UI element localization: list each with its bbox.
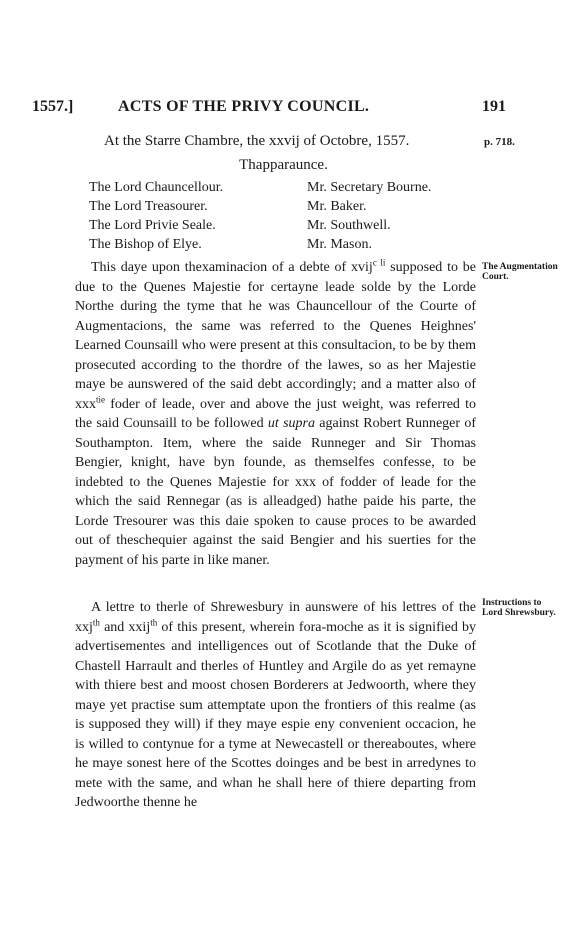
text-segment: and xxij <box>99 619 151 635</box>
attendee-right: Mr. Southwell. <box>307 218 391 233</box>
attendee-left: The Lord Chauncellour. <box>89 180 224 195</box>
attendee-row <box>89 197 431 216</box>
page-number: 191 <box>482 98 506 115</box>
page-year: 1557.] <box>32 98 74 115</box>
running-title: ACTS OF THE PRIVY COUNCIL. <box>118 98 370 115</box>
superscript: th <box>92 616 100 627</box>
text-segment: against Robert Runneger of Southampton. Item, where the saide Runneger and Sir Thomas Bengier, knight, have byn founde, as themselfes confesse, to be indebted to the Quenes Majestie for xxx of fodder of leade for the which the said Rennegar (as is alleadged) hathe paide his parte, the Lorde Tresourer was this daie spoken to cause proces to be awarded out of theschequier against the said Bengier and his suerties for the payment of his parte in like maner. <box>75 416 476 568</box>
text-segment: This daye upon thexaminacion of a debte of xvij <box>91 260 373 275</box>
attendee-row <box>89 178 431 197</box>
margin-note-augmentation: The Augmentation Court. <box>482 262 558 282</box>
attendee-left: The Lord Privie Seale. <box>89 218 216 233</box>
attendee-row <box>89 216 431 235</box>
attendee-right: Mr. Secretary Bourne. <box>307 180 432 195</box>
text-segment: of this present, wherein fora-moche as it is signified by advertisementes and intelligences out of Scotlande that the Duke of Chastell Harrault and therles of Huntley and Argile do as yet remayne with thiere best and moost chosen Borderers at Jedwoorth, where they maye yet practise sum attemptate upon the frontiers of this realme (as is supposed they will) if they maye espie eny convenient occacion, he is willed to contynue for a tyme at Newecastell or thereaboutes, where he maye sonest here of the Scottes doinges and be best in arredynes to mete with the same, and whan he shall here of thiere departing from Jedwoorthe thenne he <box>75 619 476 810</box>
attendance-heading: Thapparaunce. <box>239 157 328 173</box>
text-segment: supposed to be due to the Quenes Majestie for certayne leade solde by the Lorde Northe during the tyme that he was Chauncellour of the Courte of Augmentacions, the same was referred to the Quenes Heighnes' Learned Counsaill who were present at this consultacion, to be by them prosecuted according to the thordre of the lawes, so as her Majestie maye be aunswered of the said debt accordingly; and a matter also of xxx <box>75 260 477 412</box>
attendee-list <box>89 178 431 254</box>
attendee-left: The Bishop of Elye. <box>89 237 202 252</box>
attendee-right: Mr. Baker. <box>307 199 367 214</box>
superscript: tie <box>96 393 105 404</box>
attendee-row <box>89 235 431 254</box>
margin-note-shrewsbury: Instructions to Lord Shrewsbury. <box>482 598 556 618</box>
attendee-left: The Lord Treasourer. <box>89 199 208 214</box>
italic-phrase: ut supra <box>267 416 315 431</box>
paragraph-shrewsbury <box>75 598 476 813</box>
superscript: c li <box>372 257 386 268</box>
paragraph-augmentation <box>75 258 476 570</box>
attendee-right: Mr. Mason. <box>307 237 372 252</box>
text-segment: A lettre to therle of Shrewesbury in aunswere of his lettres of the xxj <box>75 600 476 635</box>
superscript: th <box>150 616 158 627</box>
meeting-heading: At the Starre Chambre, the xxvij of Octobre, 1557. <box>104 133 410 149</box>
page-reference: p. 718. <box>484 136 515 148</box>
text-segment: foder of leade, over and above the just weight, was referred to the said Counsaill to be followed <box>75 396 476 431</box>
